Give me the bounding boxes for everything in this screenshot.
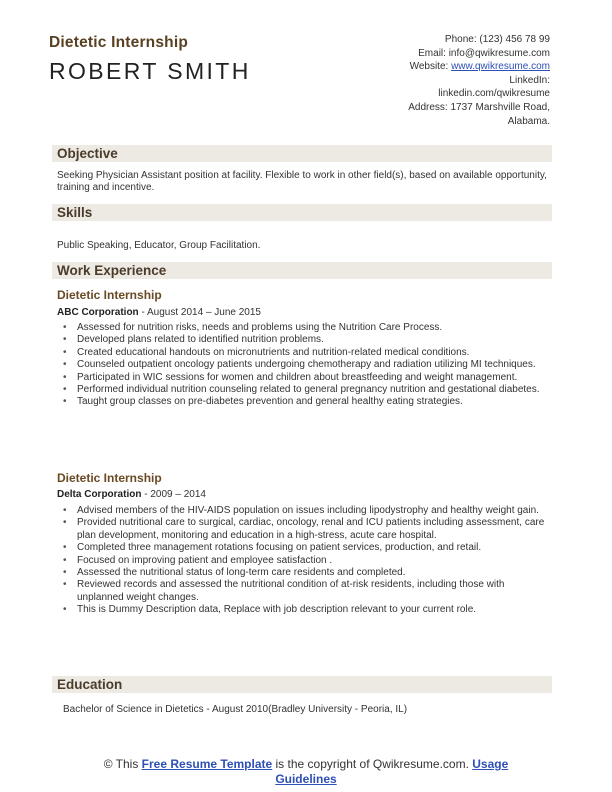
- job-dates-1: - August 2014 – June 2015: [138, 307, 261, 318]
- website-link[interactable]: www.qwikresume.com: [451, 61, 550, 73]
- section-header-work-experience: [52, 262, 552, 279]
- footer-copyright: [0, 757, 612, 786]
- job-title-1: Dietetic Internship: [57, 288, 162, 302]
- list-item: • Participated in WIC sessions for women and children about breastfeeding and weight management.: [57, 372, 547, 384]
- list-item: • Counseled outpatient oncology patients undergoing chemotherapy and radiation utilizing MI techniques.: [57, 359, 547, 371]
- skills-text: Public Speaking, Educator, Group Facilitation.: [57, 240, 261, 251]
- company-name-1: ABC Corporation: [57, 307, 139, 318]
- list-item: • Provided nutritional care to surgical, cardiac, oncology, renal and ICU patients including assessment, care plan development, monitoring and education in a high-stress, acute care hospital.: [57, 517, 547, 542]
- section-title-skills: Skills: [57, 205, 93, 220]
- section-title-work-experience: Work Experience: [57, 263, 167, 278]
- job-dates-2: - 2009 – 2014: [141, 489, 206, 500]
- contact-address-line2: Alabama.: [507, 115, 550, 127]
- list-item: • Completed three management rotations focusing on patient services, production, and retail.: [57, 542, 547, 554]
- section-title-education: Education: [57, 677, 123, 692]
- usage-guidelines-link-part2[interactable]: Guidelines: [275, 771, 337, 786]
- section-header-objective: [52, 145, 552, 162]
- contact-email: Email: info@qwikresume.com: [418, 47, 550, 59]
- candidate-name: ROBERT SMITH: [49, 58, 251, 84]
- list-item: • Performed individual nutrition counseling related to general pregnancy nutrition and gestational diabetes.: [57, 384, 547, 396]
- objective-text: Seeking Physician Assistant position at facility. Flexible to work in other field(s), based on available opportunity, training and incentive.: [57, 170, 547, 194]
- section-header-skills: [52, 204, 552, 221]
- section-title-objective: Objective: [57, 146, 118, 161]
- job-title-2: Dietetic Internship: [57, 471, 162, 485]
- education-text: Bachelor of Science in Dietetics - August 2010(Bradley University - Peoria, IL): [63, 704, 408, 715]
- list-item: • Assessed for nutrition risks, needs and problems using the Nutrition Care Process.: [57, 322, 547, 334]
- list-item: • Developed plans related to identified nutrition problems.: [57, 334, 547, 346]
- job-company-line-1: [57, 307, 261, 318]
- usage-guidelines-link-part1[interactable]: Usage: [472, 757, 509, 771]
- list-item: • Assessed the nutritional status of long-term care residents and completed.: [57, 567, 547, 579]
- job-bullets-1: [57, 322, 547, 409]
- job-bullets-2: [57, 505, 547, 617]
- footer-middle: is the copyright of Qwikresume.com.: [272, 757, 473, 771]
- list-item: • Taught group classes on pre-diabetes prevention and general healthy eating strategies.: [57, 396, 547, 408]
- list-item: • This is Dummy Description data, Replace with job description relevant to your current role.: [57, 604, 547, 616]
- list-item: • Advised members of the HIV-AIDS population on issues including lipodystrophy and healthy weight gain.: [57, 505, 547, 517]
- section-header-education: [52, 676, 552, 693]
- contact-phone: Phone: (123) 456 78 99: [444, 34, 550, 45]
- list-item: • Created educational handouts on micronutrients and nutrition-related medical conditions.: [57, 347, 547, 359]
- resume-header: [49, 34, 251, 85]
- contact-linkedin-label: LinkedIn:: [509, 74, 550, 86]
- list-item: • Reviewed records and assessed the nutritional condition of at-risk residents, including those with unplanned weight changes.: [57, 579, 547, 604]
- list-item: • Focused on improving patient and employee satisfaction .: [57, 555, 547, 567]
- website-label: Website:: [409, 61, 452, 73]
- contact-address-line1: Address: 1737 Marshville Road,: [408, 101, 550, 113]
- job-title: Dietetic Internship: [49, 34, 189, 51]
- contact-website: [320, 60, 550, 74]
- contact-block: [320, 33, 550, 128]
- job-company-line-2: [57, 489, 206, 500]
- free-resume-template-link[interactable]: Free Resume Template: [141, 757, 273, 771]
- contact-linkedin-value: linkedin.com/qwikresume: [438, 88, 550, 100]
- footer-prefix: © This: [103, 757, 142, 771]
- company-name-2: Delta Corporation: [57, 489, 142, 500]
